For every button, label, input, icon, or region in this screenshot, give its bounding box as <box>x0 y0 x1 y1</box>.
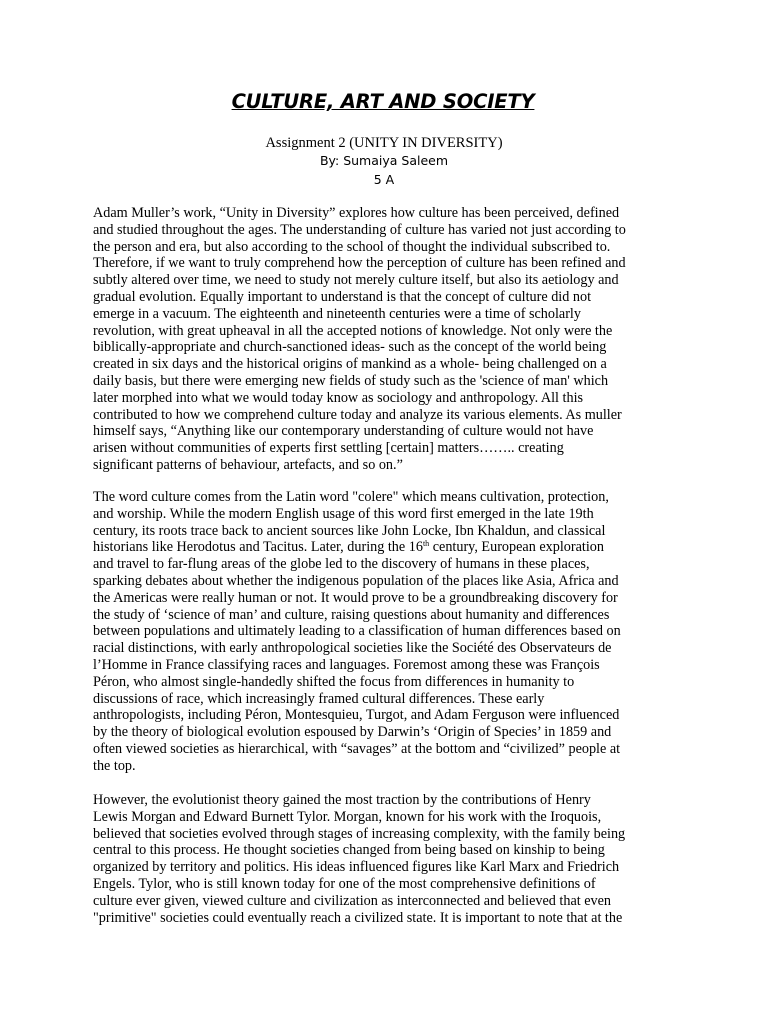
text-line: subtly altered over time, we need to study not merely culture itself, but also its aetiology and <box>93 272 619 289</box>
text-line: daily basis, but there were emerging new fields of study such as the 'science of man' which <box>93 372 609 389</box>
text-segment: century, European exploration <box>429 539 604 556</box>
text-line: culture ever given, viewed culture and civilization as interconnected and believed that even <box>93 892 612 909</box>
text-line: between populations and ultimately leading to a classification of human differences based on <box>93 623 621 640</box>
text-line: gradual evolution. Equally important to understand is that the concept of culture did not <box>93 288 592 305</box>
text-line: century, its roots trace back to ancient sources like John Locke, Ibn Khaldun, and classical <box>93 522 606 539</box>
text-line: Engels. Tylor, who is still known today for one of the most comprehensive definitions of <box>93 875 596 892</box>
author-byline: By: Sumaiya Saleem <box>319 153 449 168</box>
text-line: Therefore, if we want to truly comprehend how the perception of culture has been refined and <box>93 255 626 272</box>
text-line: revolution, with great upheaval in all the accepted notions of knowledge. Not only were the <box>93 322 613 339</box>
text-line: l’Homme in France classifying races and languages. Foremost among these was François <box>93 656 600 673</box>
assignment-subtitle: Assignment 2 (UNITY IN DIVERSITY) <box>265 135 503 151</box>
text-line: anthropologists, including Péron, Montesquieu, Turgot, and Adam Ferguson were influenced <box>93 707 620 724</box>
text-line: the study of ‘science of man’ and culture, raising questions about humanity and differences <box>93 606 610 623</box>
text-line: Péron, who almost single-handedly shifted the focus from differences in humanity to <box>93 673 575 690</box>
text-line: himself says, “Anything like our contemporary understanding of culture would not have <box>93 423 594 440</box>
text-line: organized by territory and politics. His ideas influenced figures like Karl Marx and Friedrich <box>93 859 620 876</box>
document-title: CULTURE, ART AND SOCIETY <box>231 90 535 113</box>
text-line: by the theory of biological evolution espoused by Darwin’s ‘Origin of Species’ in 1859 and <box>93 724 612 741</box>
text-line: arisen without communities of experts first settling [certain] matters…….. creating <box>93 440 564 457</box>
paragraph-intro <box>93 205 693 474</box>
text-line: biblically-appropriate and church-sanctioned ideas- such as the concept of the world being <box>93 339 607 356</box>
text-line: "primitive" societies could eventually reach a civilized state. It is important to note that at the <box>93 909 623 926</box>
text-line: contributed to how we comprehend culture today and analyze its various elements. As muller <box>93 406 622 423</box>
text-line: However, the evolutionist theory gained the most traction by the contributions of Henry <box>93 792 591 808</box>
paragraph-word-culture <box>93 489 693 775</box>
text-line: and travel to far-flung areas of the globe led to the discovery of humans in these places, <box>93 556 590 573</box>
text-line: The word culture comes from the Latin word "colere" which means cultivation, protection, <box>93 489 609 505</box>
text-line: Lewis Morgan and Edward Burnett Tylor. Morgan, known for his work with the Iroquois, <box>93 808 602 825</box>
text-line: significant patterns of behaviour, artefacts, and so on.” <box>93 456 403 473</box>
text-line: believed that societies evolved through stages of increasing complexity, with the family being <box>93 825 626 842</box>
text-line: often viewed societies as hierarchical, with “savages” at the bottom and “civilized” people at <box>93 740 621 757</box>
text-line: and worship. While the modern English usage of this word first emerged in the late 19th <box>93 505 594 522</box>
text-line: later morphed into what we would today know as sociology and anthropology. All this <box>93 389 584 406</box>
class-label: 5 A <box>373 172 395 187</box>
text-line: the top. <box>93 757 136 774</box>
text-line: the person and era, but also according to the school of thought the individual subscribed to. <box>93 238 611 255</box>
text-line: central to this process. He thought societies changed from being based on kinship to being <box>93 842 605 859</box>
text-line: the Americas were really human or not. It would prove to be a groundbreaking discovery for <box>93 589 618 606</box>
text-segment: historians like Herodotus and Tacitus. Later, during the 16 <box>93 539 423 556</box>
text-line: and studied throughout the ages. The understanding of culture has varied not just according to <box>93 221 626 238</box>
text-line: emerge in a vacuum. The eighteenth and nineteenth centuries were a time of scholarly <box>93 305 581 322</box>
ordinal-superscript: th <box>422 539 430 549</box>
text-line: Adam Muller’s work, “Unity in Diversity” explores how culture has been perceived, defined <box>93 205 620 221</box>
text-line: sparking debates about whether the indigenous population of the places like Asia, Africa and <box>93 572 619 589</box>
text-line: discussions of race, which increasingly framed cultural differences. These early <box>93 690 545 707</box>
text-line: created in six days and the historical origins of mankind as a whole- being challenged on a <box>93 356 607 373</box>
paragraph-evolutionist-theory <box>93 792 693 926</box>
text-line: racial distinctions, with early anthropological societies like the Société des Observateurs de <box>93 640 612 657</box>
text-line-with-superscript <box>93 539 693 556</box>
